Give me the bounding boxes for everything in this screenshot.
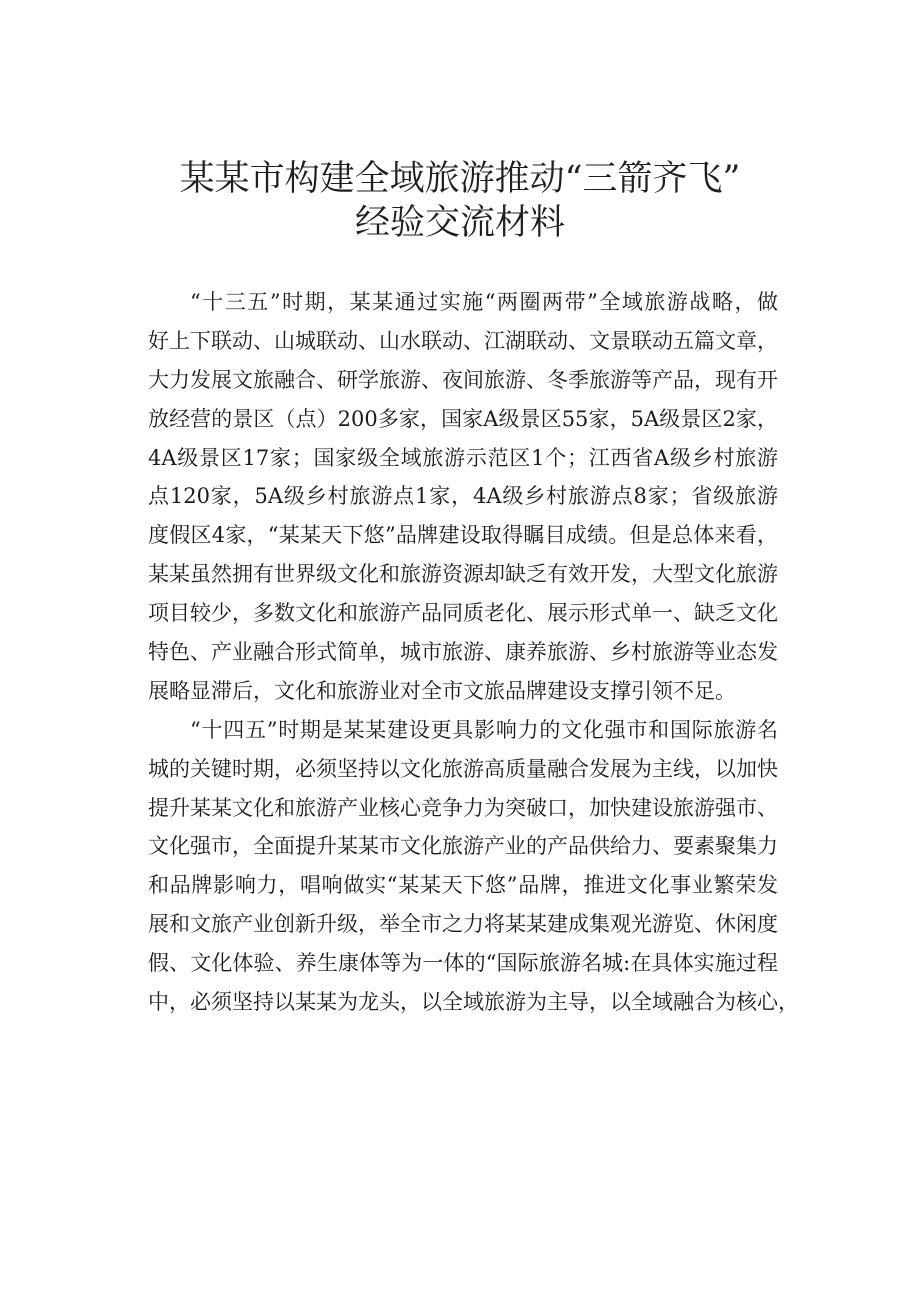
text-line: 点120家，5A级乡村旅游点1家，4A级乡村旅游点8家；省级旅游 [148,484,778,509]
text-line: 某某虽然拥有世界级文化和旅游资源却缺乏有效开发，大型文化旅游 [148,562,778,587]
text-line: “十三五”时期，某某通过实施“两圈两带”全域旅游战略，做 [190,290,778,314]
document-title-line-2: 经验交流材料 [354,203,565,243]
text-line: 度假区4家，“某某天下悠”品牌建设取得瞩目成绩。但是总体来看， [148,523,778,548]
document-body [148,283,799,1022]
text-line: 假、文化体验、养生康体等为一体的“国际旅游名城:在具体实施过程 [148,951,778,976]
text-line: “十四五”时期是某某建设更具影响力的文化强市和国际旅游名 [190,717,778,742]
text-line: 文化强市，全面提升某某市文化旅游产业的产品供给力、要素聚集力 [148,834,778,859]
text-line: 特色、产业融合形式简单，城市旅游、康养旅游、乡村旅游等业态发 [148,640,778,665]
text-line: 提升某某文化和旅游产业核心竞争力为突破口，加快建设旅游强市、 [148,795,778,820]
paragraph-2 [148,711,799,1022]
text-line: 好上下联动、山城联动、山水联动、江湖联动、文景联动五篇文章， [148,328,778,353]
text-line: 城的关键时期，必须坚持以文化旅游高质量融合发展为主线，以加快 [148,756,778,781]
text-line: 和品牌影响力，唱响做实“某某天下悠”品牌，推进文化事业繁荣发 [148,873,778,898]
text-line: 展和文旅产业创新升级，举全市之力将某某建成集观光游览、休闲度 [148,912,778,937]
text-line: 放经营的景区（点）200多家，国家A级景区55家，5A级景区2家， [148,406,778,431]
text-line: 项目较少，多数文化和旅游产品同质老化、展示形式单一、缺乏文化 [148,601,778,626]
text-line: 大力发展文旅融合、研学旅游、夜间旅游、冬季旅游等产品，现有开 [148,367,778,392]
text-line: 展略显滞后，文化和旅游业对全市文旅品牌建设支撑引领不足。 [148,678,736,703]
text-line: 4A级景区17家；国家级全域旅游示范区1个；江西省A级乡村旅游 [148,445,778,470]
text-line: 中，必须坚持以某某为龙头，以全域旅游为主导，以全域融合为核心， [148,990,799,1015]
document-title-line-1: 某某市构建全域旅游推动“三箭齐飞” [179,159,741,199]
paragraph-1 [148,283,778,711]
